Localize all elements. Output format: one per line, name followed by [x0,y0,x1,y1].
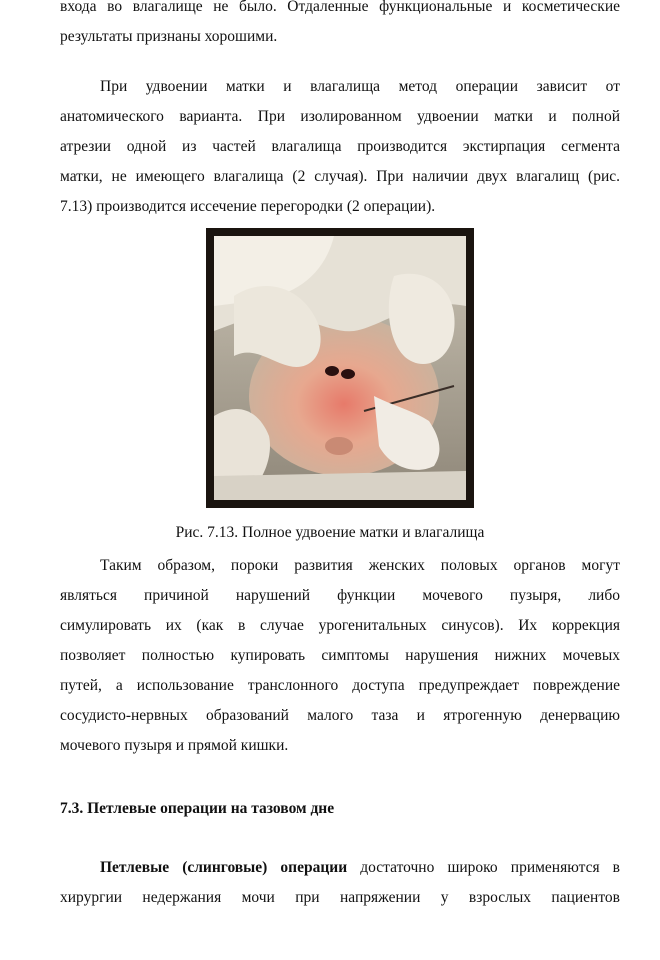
text-line: позволяет полностью купировать симптомы нарушения нижних мочевых [60,647,620,664]
text-line: хирургии недержания мочи при напряжении у взрослых пациентов [60,889,620,906]
paragraph-duplication [60,72,620,222]
text-line: путей, а использование транслонного доступа предупреждает повреждение [60,677,620,694]
text-line: симулировать их (как в случае урогенитальных синусов). Их коррекция [60,617,620,634]
text-line: сосудисто-нервных образований малого таза и ятрогенную денервацию [60,707,620,724]
paragraph-sling [60,853,620,913]
paragraph-top-cut [60,0,620,52]
paragraph-conclusion [60,551,620,761]
text-line: результаты признаны хорошими. [60,28,278,45]
bold-term: Петлевые (слинговые) операции [100,859,348,876]
text-line: анатомического варианта. При изолированном удвоении матки и полной [60,108,620,125]
surgical-photo-image [214,236,466,500]
figure-caption: Рис. 7.13. Полное удвоение матки и влагалища [175,524,485,541]
text-line: При удвоении матки и влагалища метод операции зависит от [100,78,620,95]
text-line: мочевого пузыря и прямой кишки. [60,737,289,754]
text-line: 7.13) производится иссечение перегородки (2 операции). [60,198,436,215]
text-line: матки, не имеющего влагалища (2 случая). При наличии двух влагалищ (рис. [60,168,620,185]
text-line [60,853,620,883]
section-heading: 7.3. Петлевые операции на тазовом дне [60,800,335,817]
text-line: Таким образом, пороки развития женских половых органов могут [100,557,620,574]
text-line: атрезии одной из частей влагалища производится экстирпация сегмента [60,138,620,155]
text-line: входа во влагалище не было. Отдаленные функциональные и косметические [60,0,620,15]
text-line: являться причиной нарушений функции мочевого пузыря, либо [60,587,620,604]
text-fragment: достаточно широко применяются в [347,859,620,876]
figure-photo [206,228,474,508]
